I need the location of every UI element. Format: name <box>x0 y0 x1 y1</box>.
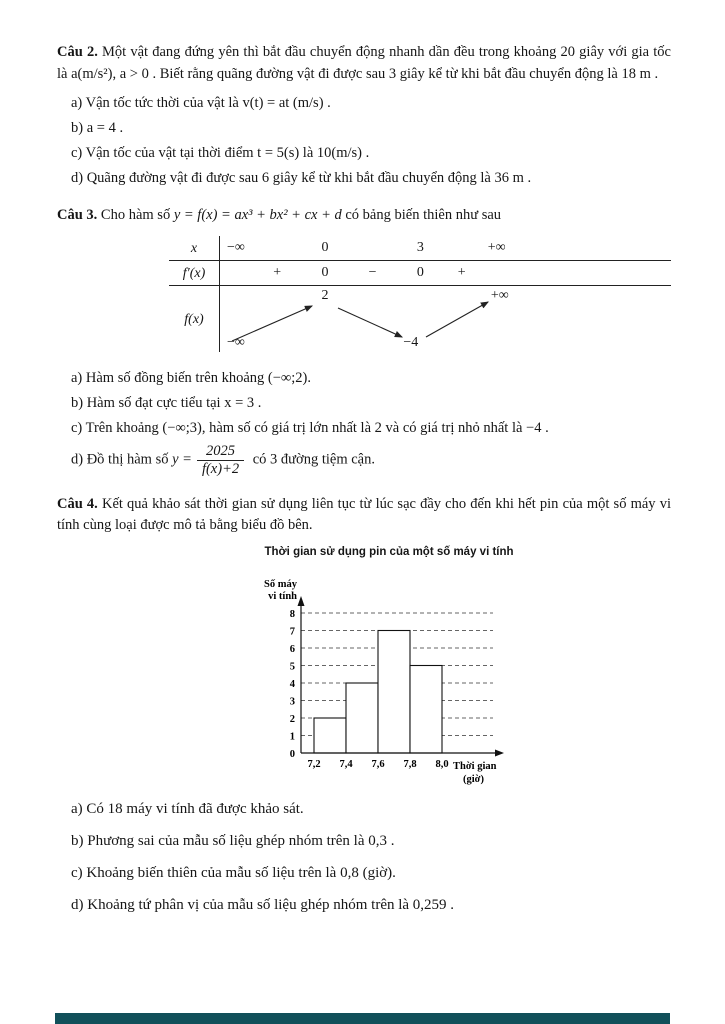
option-2b: b) a = 4 . <box>71 119 124 136</box>
f-local-min: −4 <box>403 335 419 351</box>
option-3c: c) Trên khoảng (−∞;3), hàm số có giá trị lớn nhất là 2 và có giá trị nhỏ nhất là −4 . <box>71 420 549 437</box>
scan-edge-bar <box>55 1013 670 1024</box>
svg-text:2: 2 <box>289 714 295 726</box>
variation-table-row-x <box>169 236 671 261</box>
f-local-max: 2 <box>321 288 329 304</box>
svg-text:7: 7 <box>289 626 295 638</box>
histogram-chart <box>255 544 517 787</box>
question-2-text: Một vật đang đứng yên thì bắt đầu chuyển động nhanh dần đều trong khoảng 20 giây với gia tốc là a(m/s²), a > 0 . Biết rằng quãng đường vật đi được sau 3 giây kể từ khi bắt đầu chuyển động là 18 m . <box>57 44 671 82</box>
question-2-stem <box>57 42 671 86</box>
option-4b: b) Phương sai của mẫu số liệu ghép nhóm trên là 0,3 . <box>71 833 395 850</box>
fprime-sign: − <box>368 265 377 281</box>
svg-text:8: 8 <box>289 609 295 621</box>
option-2c: c) Vận tốc của vật tại thời điểm t = 5(s) là 10(m/s) . <box>71 144 370 161</box>
option-3d-suffix: có 3 đường tiệm cận. <box>249 451 375 468</box>
svg-text:Thời gian: Thời gian <box>453 761 497 773</box>
option-4a: a) Có 18 máy vi tính đã được khảo sát. <box>71 801 304 818</box>
question-3-pre: Cho hàm số <box>100 206 174 223</box>
svg-text:4: 4 <box>289 679 295 691</box>
option-2a: a) Vận tốc tức thời của vật là v(t) = at (m/s) . <box>71 94 331 111</box>
fprime-sign: + <box>273 265 282 281</box>
svg-text:(giờ): (giờ) <box>463 774 484 786</box>
svg-text:3: 3 <box>289 696 295 708</box>
fprime-sign: + <box>457 265 466 281</box>
x-value: +∞ <box>487 240 506 256</box>
fprime-sign: 0 <box>416 265 424 281</box>
option-4c: c) Khoảng biến thiên của mẫu số liệu trên là 0,8 (giờ). <box>71 864 396 881</box>
variation-table-row-f <box>169 286 671 352</box>
fraction <box>197 443 244 477</box>
svg-text:0: 0 <box>289 749 295 761</box>
svg-text:7,2: 7,2 <box>307 759 321 771</box>
svg-text:vi tính: vi tính <box>268 591 297 603</box>
option-3a: a) Hàm số đồng biến trên khoảng (−∞;2). <box>71 370 311 387</box>
svg-text:1: 1 <box>289 731 295 743</box>
svg-text:7,4: 7,4 <box>339 759 353 771</box>
x-value: 0 <box>321 240 329 256</box>
svg-text:7,6: 7,6 <box>371 759 385 771</box>
question-4-label: Câu 4. <box>57 495 98 512</box>
option-3b: b) Hàm số đạt cực tiểu tại x = 3 . <box>71 395 262 412</box>
f-limit-minus-infinity: −∞ <box>226 335 245 351</box>
svg-text:6: 6 <box>289 644 295 656</box>
option-2d: d) Quãng đường vật đi được sau 6 giây kể từ khi bắt đầu chuyển động là 36 m . <box>71 169 532 186</box>
variation-table-row-fprime <box>169 261 671 286</box>
chart-title: Thời gian sử dụng pin của một số máy vi tính <box>264 546 514 559</box>
option-3d <box>71 443 671 477</box>
question-4-options <box>71 799 671 916</box>
row-fprime-label: f′(x) <box>169 261 220 285</box>
question-3-stem <box>57 205 671 227</box>
fprime-sign: 0 <box>321 265 329 281</box>
histogram-plot <box>255 563 509 787</box>
question-3-post: có bảng biến thiên như sau <box>341 206 502 223</box>
variation-table <box>169 236 671 352</box>
svg-text:8,0: 8,0 <box>435 759 449 771</box>
fraction-denominator: f(x)+2 <box>201 461 240 478</box>
question-4-text: Kết quả khảo sát thời gian sử dụng liên tục từ lúc sạc đầy cho đến khi hết pin của một số máy vi tính cùng loại được mô tả bằng biểu đồ bên. <box>57 495 671 534</box>
question-3-label: Câu 3. <box>57 206 98 223</box>
option-3d-prefix: d) Đồ thị hàm số <box>71 451 173 468</box>
svg-text:5: 5 <box>289 661 295 673</box>
svg-text:7,8: 7,8 <box>403 759 417 771</box>
option-3d-lhs: y = <box>172 451 192 468</box>
row-f-label: f(x) <box>169 286 220 352</box>
question-3-options <box>71 368 671 477</box>
question-2-options <box>71 93 671 189</box>
svg-text:Số máy: Số máy <box>264 579 297 591</box>
question-2-label: Câu 2. <box>57 44 98 60</box>
x-value: 3 <box>416 240 424 256</box>
f-limit-plus-infinity: +∞ <box>490 288 509 304</box>
option-4d: d) Khoảng tứ phân vị của mẫu số liệu ghép nhóm trên là 0,259 . <box>71 896 455 913</box>
row-x-label: x <box>169 236 220 260</box>
question-3-formula: y = f(x) = ax³ + bx² + cx + d <box>173 206 342 223</box>
fraction-numerator: 2025 <box>197 443 244 461</box>
question-4-stem <box>57 494 671 538</box>
x-value: −∞ <box>226 240 245 256</box>
